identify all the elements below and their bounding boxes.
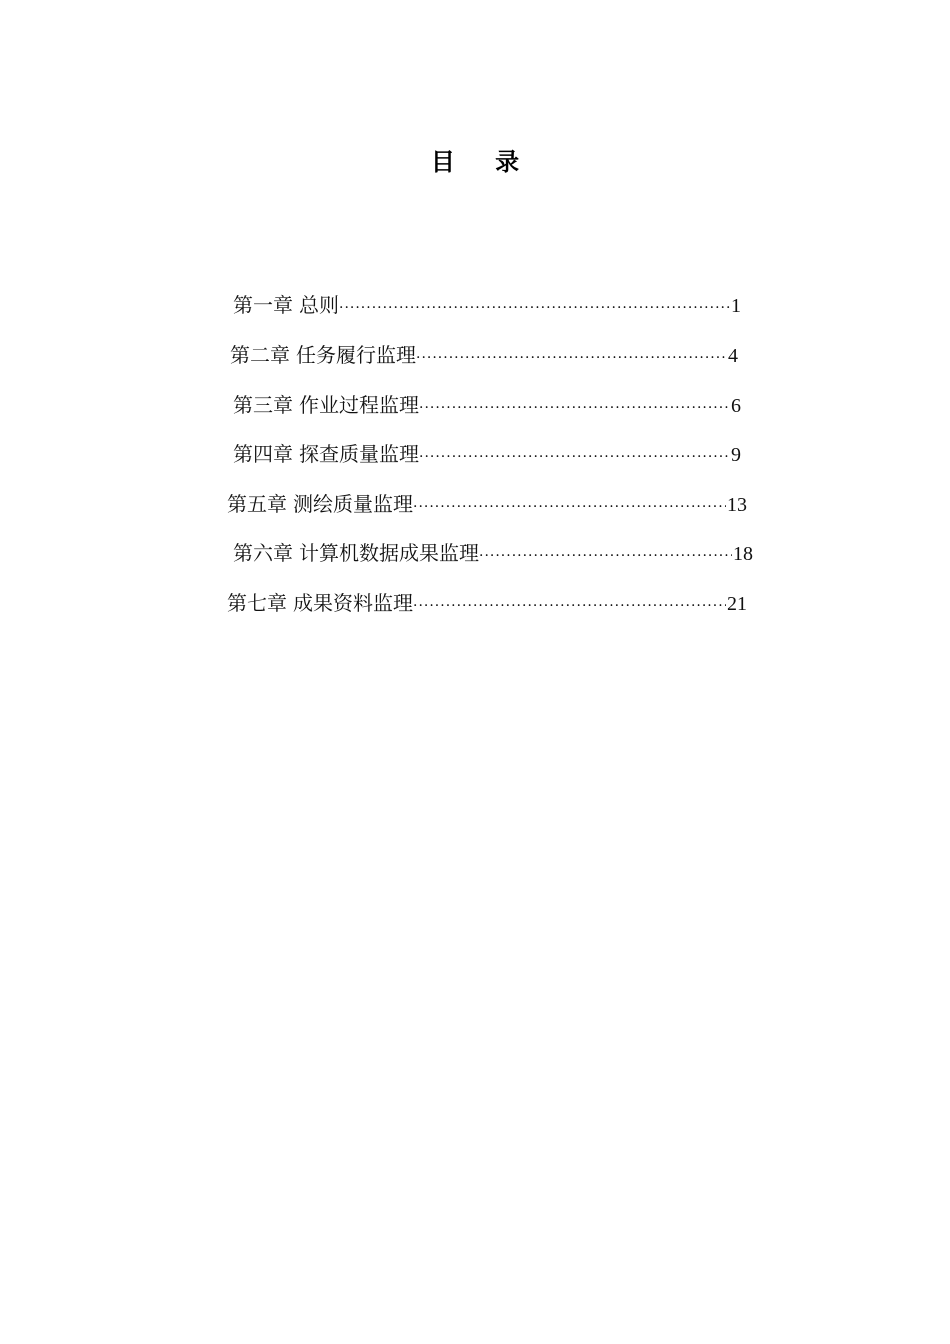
toc-entry-chapter: 第二章 xyxy=(230,343,290,367)
toc-entry-chapter: 第五章 xyxy=(227,492,287,516)
toc-entry[interactable] xyxy=(227,588,747,618)
toc-entry[interactable] xyxy=(233,390,741,420)
toc-entry-leader xyxy=(339,293,730,323)
toc-entry-page: 1 xyxy=(731,295,741,317)
toc-entry-title: 总则 xyxy=(299,293,339,317)
toc-entry-leader xyxy=(413,591,726,621)
toc-entry[interactable] xyxy=(230,340,738,370)
toc-entry-page: 18 xyxy=(733,543,753,565)
toc-entry[interactable] xyxy=(233,290,741,320)
toc-entry-leader xyxy=(479,541,732,571)
toc-title-char-2: 录 xyxy=(495,148,520,176)
toc-entry-title: 任务履行监理 xyxy=(296,343,416,367)
toc-title xyxy=(0,146,950,178)
toc-title-char-1: 目 xyxy=(430,148,455,176)
toc-entry-chapter: 第七章 xyxy=(227,591,287,615)
toc-entry-leader xyxy=(413,492,726,522)
toc-entry-page: 6 xyxy=(731,395,741,417)
toc-entry[interactable] xyxy=(233,538,753,568)
toc-entry-leader xyxy=(419,442,730,472)
toc-entry-title: 计算机数据成果监理 xyxy=(299,541,479,565)
toc-entry-chapter: 第六章 xyxy=(233,541,293,565)
toc-entry[interactable] xyxy=(233,439,741,469)
toc-entry-title: 成果资料监理 xyxy=(293,591,413,615)
toc-entry-page: 9 xyxy=(731,444,741,466)
toc-entry[interactable] xyxy=(227,489,747,519)
toc-entry-chapter: 第三章 xyxy=(233,393,293,417)
toc-entry-title: 作业过程监理 xyxy=(299,393,419,417)
toc-entry-leader xyxy=(419,393,730,423)
toc-entry-page: 21 xyxy=(727,593,747,615)
toc-entry-chapter: 第一章 xyxy=(233,293,293,317)
toc-entry-page: 4 xyxy=(728,345,738,367)
toc-entry-leader xyxy=(416,343,727,373)
toc-entry-title: 测绘质量监理 xyxy=(293,492,413,516)
toc-entry-page: 13 xyxy=(727,494,747,516)
toc-entry-title: 探查质量监理 xyxy=(299,442,419,466)
toc-entry-chapter: 第四章 xyxy=(233,442,293,466)
